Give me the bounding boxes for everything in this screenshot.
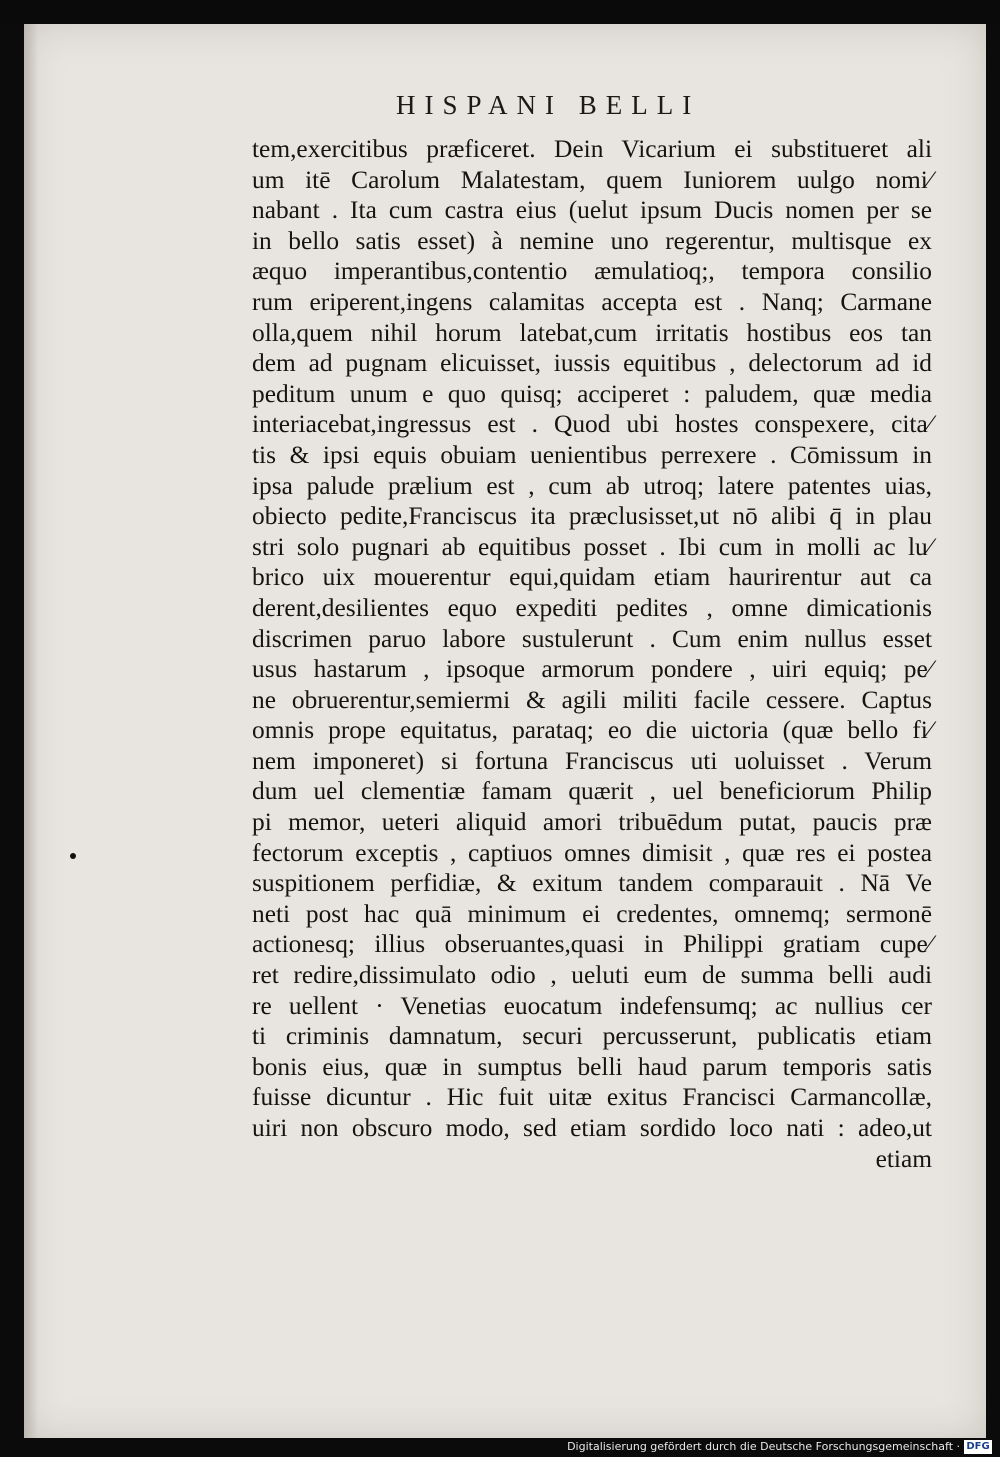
text-line: interiacebat,ingressus est . Quod ubi hostes conspexere, cita⁄ bbox=[252, 410, 932, 439]
text-line: olla,quem nihil horum latebat,cum irritatis hostibus eos tan bbox=[252, 318, 932, 347]
text-line: nem imponeret) si fortuna Franciscus uti uoluisset . Verum bbox=[252, 746, 932, 775]
text-line: dum uel clementiæ famam quærit , uel beneficiorum Philip bbox=[252, 777, 932, 806]
text-line: nabant . Ita cum castra eius (uelut ipsum Ducis nomen per se bbox=[252, 196, 932, 225]
scan-frame-top bbox=[0, 0, 1000, 24]
text-line: derent,desilientes equo expediti pedites , omne dimicationis bbox=[252, 593, 932, 622]
text-line: omnis prope equitatus, parataq; eo die uictoria (quæ bello fi⁄ bbox=[252, 716, 932, 745]
text-line: uiri non obscuro modo, sed etiam sordido loco nati : adeo,ut bbox=[252, 1114, 932, 1142]
text-line: discrimen paruo labore sustulerunt . Cum enim nullus esset bbox=[252, 624, 932, 653]
text-line: um itē Carolum Malatestam, quem Iuniorem uulgo nomi⁄ bbox=[252, 165, 932, 194]
text-line: rum eriperent,ingens calamitas accepta est . Nanq; Carmane bbox=[252, 287, 932, 316]
digitization-credit: Digitalisierung gefördert durch die Deutsche Forschungsgemeinschaft · bbox=[567, 1440, 960, 1453]
page-gutter-shadow bbox=[24, 24, 38, 1438]
text-line: peditum unum e quo quisq; acciperet : paludem, quæ media bbox=[252, 379, 932, 408]
text-line: ti criminis damnatum, securi percusserunt, publicatis etiam bbox=[252, 1022, 932, 1051]
text-line: brico uix mouerentur equi,quidam etiam haurirentur aut ca bbox=[252, 563, 932, 592]
text-line: ipsa palude prælium est , cum ab utroq; latere patentes uias, bbox=[252, 471, 932, 500]
text-line: tem,exercitibus præficeret. Dein Vicarium ei substitueret ali bbox=[252, 135, 932, 163]
text-line: actionesq; illius obseruantes,quasi in Philippi gratiam cupe⁄ bbox=[252, 930, 932, 959]
text-line: tis & ipsi equis obuiam uenientibus perrexere . Cōmissum in bbox=[252, 440, 932, 469]
text-line: usus hastarum , ipsoque armorum pondere , uiri equiq; pe⁄ bbox=[252, 655, 932, 684]
text-line: in bello satis esset) à nemine uno regerentur, multisque ex bbox=[252, 226, 932, 255]
text-line: obiecto pedite,Franciscus ita præclusisset,ut nō alibi q̄ in plau bbox=[252, 502, 932, 531]
dfg-logo: DFG bbox=[964, 1440, 992, 1454]
text-line: fuisse dicuntur . Hic fuit uitæ exitus Francisci Carmancollæ, bbox=[252, 1083, 932, 1112]
text-line: suspitionem perfidiæ, & exitum tandem comparauit . Nā Ve bbox=[252, 869, 932, 898]
body-text bbox=[252, 134, 932, 1174]
text-line: re uellent · Venetias euocatum indefensumq; ac nullius cer bbox=[252, 991, 932, 1020]
text-line: bonis eius, quæ in sumptus belli haud parum temporis satis bbox=[252, 1052, 932, 1081]
text-line: pi memor, ueteri aliquid amori tribuēdum putat, paucis præ bbox=[252, 808, 932, 837]
catchword: etiam bbox=[875, 1144, 932, 1173]
text-line: æquo imperantibus,contentio æmulatioq;, tempora consilio bbox=[252, 257, 932, 286]
running-head: HISPANI BELLI bbox=[396, 90, 701, 120]
ink-spot bbox=[70, 853, 76, 859]
text-line: ret redire,dissimulato odio , ueluti eum de summa belli audi bbox=[252, 961, 932, 990]
text-line: stri solo pugnari ab equitibus posset . Ibi cum in molli ac lu⁄ bbox=[252, 532, 932, 561]
footer-bar bbox=[0, 1438, 1000, 1457]
text-line: ne obruerentur,semiermi & agili militi facile cessere. Captus bbox=[252, 685, 932, 714]
text-line: neti post hac quā minimum ei credentes, omnemq; sermonē bbox=[252, 899, 932, 928]
text-line: fectorum exceptis , captiuos omnes dimisit , quæ res ei postea bbox=[252, 838, 932, 867]
text-line: dem ad pugnam elicuisset, iussis equitibus , delectorum ad id bbox=[252, 349, 932, 378]
